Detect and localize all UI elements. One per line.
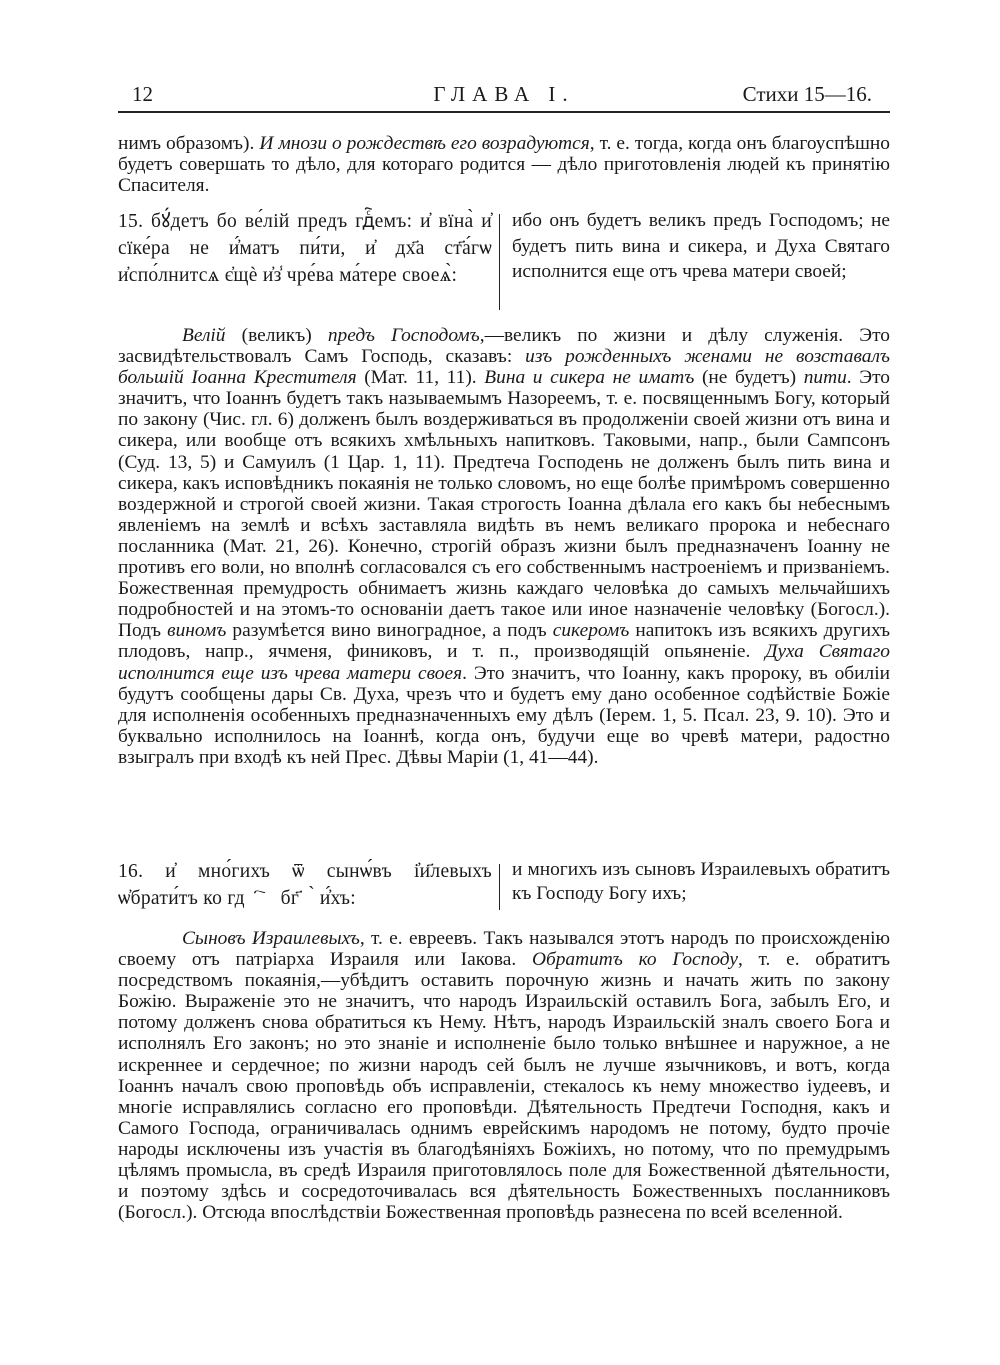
text-run: разумѣется вино виноградное, а подъ bbox=[226, 620, 553, 642]
intro-paragraph bbox=[118, 133, 890, 196]
text-run: напитокъ изъ всякихъ другихъ плодовъ, напр., ячменя, финиковъ, и т. п., производящій опьяненіе. bbox=[118, 620, 890, 663]
verse-16 bbox=[118, 858, 890, 914]
slavonic-text: 16. и҆ мно́гихъ ѿ сынѡ́въ і҆и҃левыхъ ѡ҆брати́тъ ко гдⷭ҇ꙋ бг҃ꙋ̀ и҆́хъ: bbox=[118, 861, 492, 909]
italic-term: Вина и сикера не иматъ bbox=[484, 367, 695, 389]
chapter-title: ГЛАВА I. bbox=[433, 82, 575, 106]
text-run: (Мат. 11, 11). bbox=[356, 367, 485, 389]
text-run: . Это значитъ, что Іоанну, какъ пророку, въ обиліи будутъ сообщены дары Св. Духа, чрезъ что и будетъ ему дано особенное содѣйствіе Божіе для исполненія особенныхъ предназначенныхъ ему дѣлъ (Iерем. 1, 5. Псал. 23, 9. 10). Это и буквально исполнилось на Іоаннѣ, когда онъ, будучи еще во чревѣ матери, радостно взыгралъ при входѣ къ ней Прес. Дѣвы Маріи (1, 41—44). bbox=[118, 662, 890, 768]
italic-term: предъ Господомъ bbox=[327, 325, 480, 346]
italic-quote: И мнози о рождествѣ его возрадуются bbox=[259, 133, 590, 154]
commentary-verse-15 bbox=[118, 325, 890, 768]
commentary-verse-16 bbox=[118, 928, 890, 1223]
italic-quote: Духа Святаго исполнится еще изъ чрева матери своея bbox=[118, 641, 890, 684]
verse-15 bbox=[118, 208, 890, 312]
text-run: , т. е. обратитъ посредствомъ покаянія,—убѣдитъ оставить порочную жизнь и начать жить по закону Божію. Выраженіе это не значитъ, что народъ Израильскій оставилъ Бога, забылъ Его, и потому долженъ снова обратиться къ Нему. Нѣтъ, народъ Израильскій зналъ своего Бога и исполнялъ Его законъ; но это знаніе и исполненіе было только внѣшнее и наружное, а не искреннее и сердечное; по жизни народъ сей былъ не лучше язычниковъ, и вотъ, когда Іоаннъ началъ свою проповѣдь объ исправленіи, стекалось къ нему множество іудеевъ, и многіе исправлялись согласно его проповѣди. Дѣятельность Предтечи Господня, какъ и Самого Господа, ограничивалась однимъ еврейскимъ народомъ не потому, будто прочіе народы исключены изъ участія въ благодѣяніяхъ Божіихъ, но потому, что по премудрымъ цѣлямъ промысла, въ средѣ Израиля приготовлялось поле для Божественной дѣятельности, и поэтому здѣсь и сосредоточивалась вся дѣятельность Божественныхъ посланниковъ (Богосл.). Отсюда впослѣдствіи Божественная проповѣдь разнесена по всей вселенной. bbox=[118, 949, 891, 1224]
russian-translation: и многихъ изъ сыновъ Израилевыхъ обратитъ къ Господу Богу ихъ; bbox=[512, 859, 890, 904]
column-divider bbox=[499, 214, 500, 310]
italic-term: пити bbox=[803, 367, 847, 389]
running-header bbox=[118, 82, 890, 108]
slavonic-text: 15. бꙋ́детъ бо ве́лій предъ гдⷭ҇емъ: и҆ вїна̀ и҆ сїке́ра не и҆́матъ пи́ти, и҆ дх҃а ст҃а́гѡ и҆спо́лнитсѧ є҆щѐ и҆з̾ чре́ва ма́тере своеѧ̀: bbox=[118, 211, 492, 286]
column-divider bbox=[499, 864, 500, 910]
header-rule bbox=[118, 111, 890, 113]
italic-term: Велій bbox=[182, 325, 226, 346]
text-run: (великъ) bbox=[225, 325, 328, 346]
text-run: . Это значитъ, что Іоаннъ будетъ такъ называемымъ Назореемъ, т. е. посвященнымъ Богу, который по закону (Чис. гл. 6) долженъ былъ воздерживаться въ продолженіи своей жизни отъ вина и сикера, или вообще отъ всякихъ хмѣльныхъ напитковъ. Таковыми, напр., были Сампсонъ (Суд. 13, 5) и Самуилъ (1 Цар. 1, 11). Предтеча Господень не долженъ былъ пить вина и сикера, какъ исповѣдникъ покаянія не только словомъ, но еще болѣе примѣромъ совершенно воздержной и строгой своей жизни. Такая строгость Іоанна дѣлала его какъ бы небеснымъ явленіемъ на землѣ и всѣхъ заставляла видѣть въ немъ великаго пророка и небеснаго посланника (Мат. 21, 26). Конечно, строгій образъ жизни былъ предназначенъ Іоанну не противъ его воли, но вполнѣ согласовался съ его собственнымъ настроеніемъ и призваніемъ. Божественная премудрость обнимаетъ жизнь каждаго человѣка до самыхъ мельчайшихъ подробностей и на этомъ-то основаніи даетъ такое или иное назначеніе человѣку (Богосл.). Подъ bbox=[118, 367, 890, 642]
page-number: 12 bbox=[132, 82, 153, 106]
italic-term: сикеромъ bbox=[552, 620, 630, 642]
verse-range: Стихи 15—16. bbox=[742, 82, 872, 106]
text-run: , т. е. евреевъ. Такъ назывался этотъ народъ по происхожденію своему отъ патріарха Израиля или Іакова. bbox=[118, 928, 891, 971]
italic-term: Сыновъ Израилевыхъ bbox=[182, 928, 360, 949]
text-run: , т. е. тогда, когда онъ благоуспѣшно будетъ совершать то дѣло, для котораго родится — дѣло приготовленія людей къ принятію Спасителя. bbox=[118, 133, 890, 197]
italic-quote: изъ рожденныхъ женами не возставалъ большій Іоанна Крестителя bbox=[118, 346, 890, 389]
russian-translation: ибо онъ будетъ великъ предъ Господомъ; не будетъ пить вина и сикера, и Духа Святаго исполнится еще отъ чрева матери своей; bbox=[512, 210, 890, 283]
text-run: (не будетъ) bbox=[694, 367, 804, 389]
text-run: нимъ образомъ). bbox=[118, 133, 260, 154]
italic-term: Обратитъ ко Господу bbox=[531, 949, 738, 971]
text-run: ,—великъ по жизни и дѣлу служенія. Это засвидѣтельствовалъ Самъ Господь, сказавъ: bbox=[118, 325, 890, 368]
italic-term: виномъ bbox=[167, 620, 227, 642]
